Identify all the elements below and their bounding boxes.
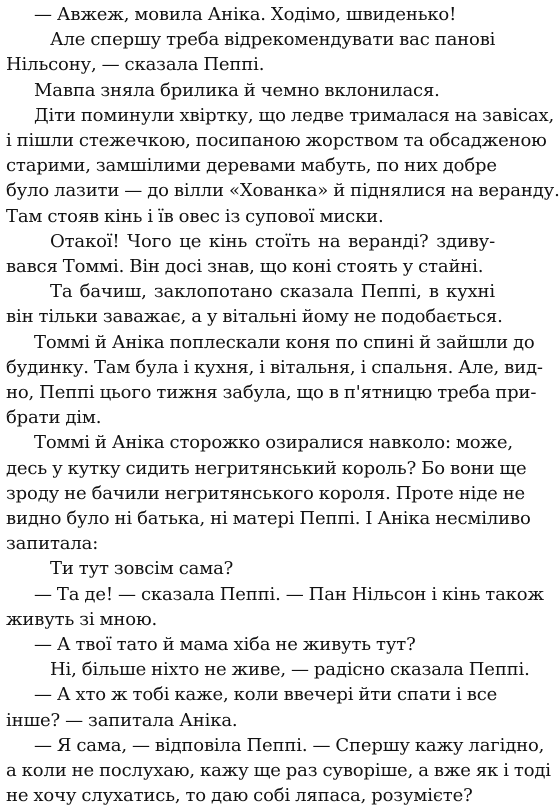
text-line: а коли не послухаю, кажу ще раз суворіше, а вже як і тоді — [6, 760, 551, 782]
text-line: но, Пеппі цього тижня забула, що в п'ятницю треба при- — [6, 382, 537, 404]
text-line: вався Томмі. Він досі знав, що коні стоять у стайні. — [6, 256, 484, 278]
text-line: він тільки заважає, а у вітальні йому не подобається. — [6, 306, 503, 328]
text-line: Томмі й Аніка поплескали коня по спині й зайшли до — [34, 331, 535, 353]
text-line: Але спершу треба відрекомендувати вас панові — [50, 29, 496, 51]
text-line: Ні, більше ніхто не живе, — радісно сказала Пеппі. — [50, 659, 530, 681]
text-line: живуть зі мною. — [6, 608, 158, 630]
text-line: старими, замшілими деревами мабуть, по них добре — [6, 155, 497, 177]
text-line: не хочу слухатись, то даю собі ляпаса, розумієте? — [6, 785, 473, 807]
text-line: Та бачиш, заклопотано сказала Пеппі, в кухні — [50, 281, 495, 303]
text-line: — А твої тато й мама хіба не живуть тут? — [34, 634, 416, 656]
text-line: Нільсону, — сказала Пеппі. — [6, 54, 265, 76]
text-line: запитала: — [6, 533, 99, 555]
text-line: десь у кутку сидить негритянський король? Бо вони ще — [6, 457, 527, 479]
text-line: — А хто ж тобі каже, коли ввечері йти спати і все — [34, 684, 498, 706]
text-line: Діти поминули хвіртку, що ледве трималася на завісах, — [34, 104, 555, 126]
text-line: Там стояв кінь і їв овес із супової миски. — [6, 205, 384, 227]
text-line: зроду не бачили негритянського короля. Проте ніде не — [6, 482, 526, 504]
text-line: — Я сама, — відповіла Пеппі. — Спершу кажу лагідно, — [34, 734, 545, 756]
text-line: будинку. Там була і кухня, і вітальня, і спальня. Але, вид- — [6, 356, 543, 378]
text-line: — Авжеж, мовила Аніка. Ходімо, швиденько! — [34, 4, 457, 25]
text-line: — Та де! — сказала Пеппі. — Пан Нільсон і кінь також — [34, 583, 544, 605]
text-line: Мавпа зняла брилика й чемно вклонилася. — [34, 79, 440, 101]
text-line: інше? — запитала Аніка. — [6, 709, 238, 731]
text-line: брати дім. — [6, 407, 102, 429]
text-line: і пішли стежечкою, посипаною жорством та обсадженою — [6, 130, 547, 152]
text-line: Ти тут зовсім сама? — [50, 558, 234, 580]
text-line: Отакої! Чого це кінь стоїть на веранді? здиву- — [50, 230, 495, 252]
text-line: було лазити — до вілли «Хованка» й піднялися на веранду. — [6, 180, 560, 202]
text-line: Томмі й Аніка сторожко озиралися навколо: може, — [34, 432, 513, 454]
text-line: видно було ні батька, ні матері Пеппі. І Аніка несміливо — [6, 508, 531, 530]
